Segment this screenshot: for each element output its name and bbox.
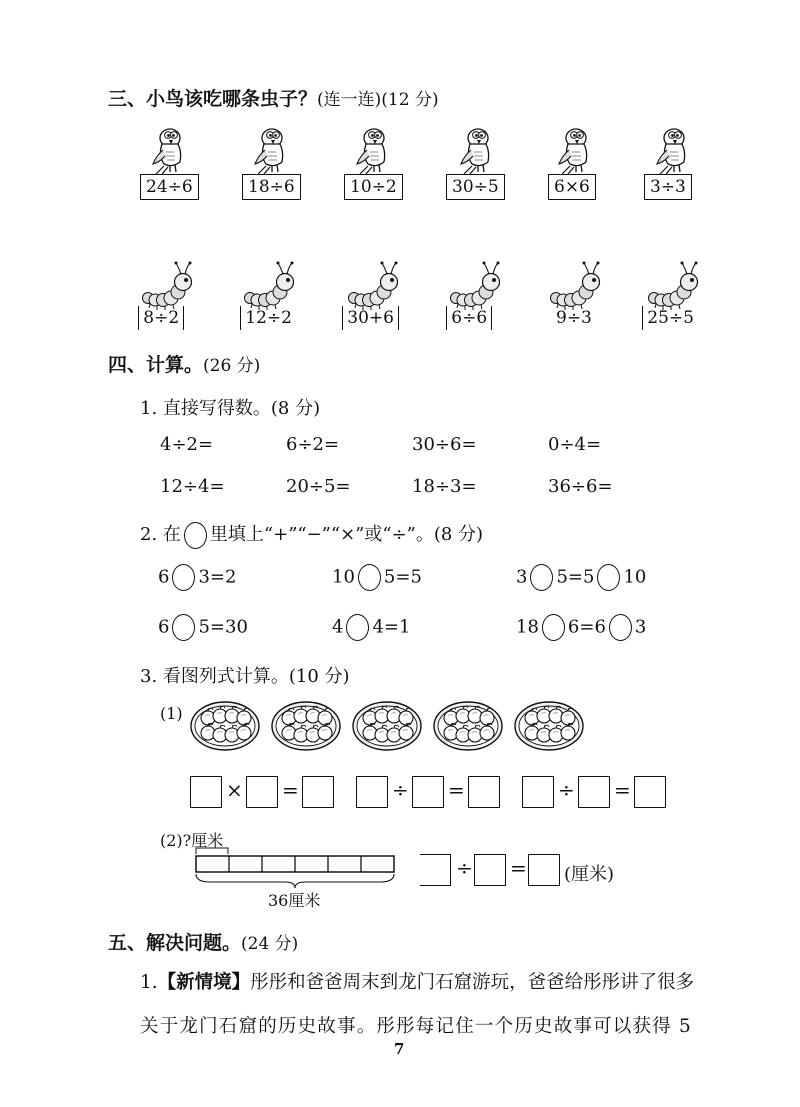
caterpillar-icon <box>448 258 506 312</box>
q1-item[interactable]: 12÷4= <box>160 476 225 497</box>
q1-title: 1. 直接写得数。(8 分) <box>140 398 321 419</box>
q2-prefix: 2. 在 <box>140 524 181 545</box>
apple-plate-icon <box>352 700 424 754</box>
unit-label: (厘米) <box>564 864 615 885</box>
segment-label-top: ?厘米 <box>182 831 224 850</box>
answer-circle[interactable] <box>346 614 369 641</box>
worm-label-1[interactable]: 8÷2 <box>138 305 184 329</box>
operator: = <box>510 856 527 880</box>
bird-label-2[interactable]: 18÷6 <box>242 174 301 200</box>
worm-label-6[interactable]: 25÷5 <box>642 305 698 329</box>
answer-box[interactable] <box>246 776 278 808</box>
operator: ÷ <box>558 778 575 802</box>
q1-item[interactable]: 4÷2= <box>160 434 214 455</box>
answer-circle[interactable] <box>530 564 553 591</box>
answer-circle[interactable] <box>172 614 195 641</box>
bird-label-4[interactable]: 30÷5 <box>446 174 505 200</box>
section3-title <box>108 84 439 111</box>
bird-label-1[interactable]: 24÷6 <box>140 174 199 200</box>
answer-circle[interactable] <box>358 564 381 591</box>
answer-box[interactable] <box>528 854 560 886</box>
apple-plate-icon <box>514 700 586 754</box>
segment-diagram <box>190 842 400 890</box>
q2-title <box>140 520 483 549</box>
operator: ÷ <box>392 778 409 802</box>
q1-item[interactable]: 6÷2= <box>286 434 340 455</box>
section4-score: (26 分) <box>203 356 261 376</box>
apple-plate-icon <box>433 700 505 754</box>
answer-circle[interactable] <box>172 564 195 591</box>
operator: ÷ <box>456 856 473 880</box>
q3-title: 3. 看图列式计算。(10 分) <box>140 666 350 687</box>
section3-hint: (连一连)(12 分) <box>317 90 439 110</box>
answer-box[interactable] <box>468 776 500 808</box>
operator: = <box>282 778 299 802</box>
q1-item[interactable]: 20÷5= <box>286 476 351 497</box>
worm-label-5[interactable]: 9÷3 <box>556 307 592 328</box>
worm-label-2[interactable]: 12÷2 <box>240 305 296 329</box>
answer-box[interactable] <box>634 776 666 808</box>
q1-item[interactable]: 18÷3= <box>412 476 477 497</box>
worm-label-4[interactable]: 6÷6 <box>446 305 492 329</box>
q2-item: 6 3=2 <box>158 564 236 591</box>
section5-title-text: 五、解决问题。 <box>108 932 242 954</box>
answer-box[interactable] <box>302 776 334 808</box>
answer-box[interactable] <box>420 854 451 886</box>
operator: = <box>614 778 631 802</box>
bird-icon <box>148 122 194 178</box>
answer-circle[interactable] <box>542 614 565 641</box>
answer-box[interactable] <box>190 776 222 808</box>
section3-title-text: 三、小鸟该吃哪条虫子？ <box>108 88 318 110</box>
q2-item: 4 4=1 <box>332 614 410 641</box>
answer-box[interactable] <box>474 854 506 886</box>
caterpillar-icon <box>346 258 404 312</box>
section4-title-text: 四、计算。 <box>108 354 204 376</box>
q1-item[interactable]: 0÷4= <box>548 434 602 455</box>
segment-label-bottom: 36厘米 <box>268 891 321 910</box>
answer-box[interactable] <box>578 776 610 808</box>
q2-item: 3 5=5 10 <box>516 564 646 591</box>
section4-title <box>108 350 260 377</box>
answer-box[interactable] <box>522 776 554 808</box>
bird-label-3[interactable]: 10÷2 <box>344 174 403 200</box>
q2-item: 6 5=30 <box>158 614 248 641</box>
problem-1-line2: 关于龙门石窟的历史故事。彤彤每记住一个历史故事可以获得 5 <box>140 1016 692 1037</box>
caterpillar-icon <box>242 258 300 312</box>
bird-icon <box>652 122 698 178</box>
blank-circle-icon <box>184 522 207 549</box>
bird-icon <box>456 122 502 178</box>
q3-part2-label: (2)?厘米 <box>160 831 224 850</box>
q3-part1-label: (1) <box>160 704 183 723</box>
caterpillar-icon <box>548 258 606 312</box>
new-context-tag: 【新情境】 <box>157 972 251 993</box>
apple-plate-icon <box>271 700 343 754</box>
bird-icon <box>352 122 398 178</box>
answer-box[interactable] <box>412 776 444 808</box>
worm-label-3[interactable]: 30+6 <box>342 305 399 329</box>
q2-item: 10 5=5 <box>332 564 422 591</box>
section5-score: (24 分) <box>241 934 299 954</box>
caterpillar-icon <box>646 258 704 312</box>
operator: × <box>226 778 243 802</box>
q2-item: 18 6=6 3 <box>516 614 646 641</box>
bird-icon <box>554 122 600 178</box>
section5-title <box>108 928 298 955</box>
apple-plate-icon <box>190 700 262 754</box>
answer-circle[interactable] <box>597 564 620 591</box>
bird-label-6[interactable]: 3÷3 <box>644 174 692 200</box>
q2-suffix: 里填上“+”“−”“×”或“÷”。(8 分) <box>209 524 484 545</box>
page-number: 7 <box>394 1040 405 1058</box>
caterpillar-icon <box>140 258 198 312</box>
answer-box[interactable] <box>356 776 388 808</box>
operator: = <box>448 778 465 802</box>
bird-label-5[interactable]: 6×6 <box>548 174 596 200</box>
q1-item[interactable]: 36÷6= <box>548 476 613 497</box>
q1-item[interactable]: 30÷6= <box>412 434 477 455</box>
answer-circle[interactable] <box>609 614 632 641</box>
bird-icon <box>250 122 296 178</box>
problem-1-line1: 1.【新情境】彤彤和爸爸周末到龙门石窟游玩，爸爸给彤彤讲了很多 <box>140 972 695 993</box>
